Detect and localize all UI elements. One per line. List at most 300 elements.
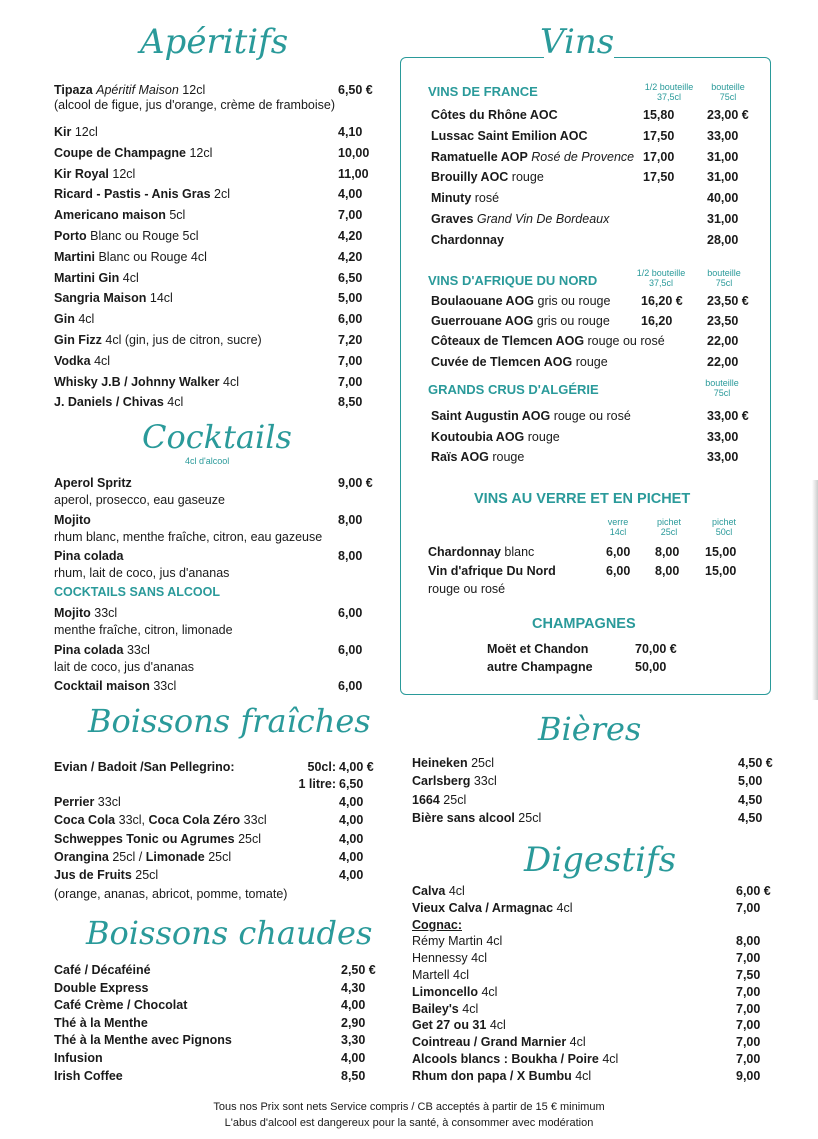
- wine-name: Koutoubia AOG: [431, 429, 525, 444]
- wine-price-bottle: 33,00: [707, 429, 739, 444]
- wine-name: Côtes du Rhône AOC: [431, 108, 558, 122]
- item-name: Limoncello: [412, 984, 478, 999]
- wine-price-bottle: 31,00: [707, 212, 739, 226]
- footer-line1: Tous nos Prix sont nets Service compris / CB acceptés à partir de 15 € minimum: [213, 1101, 605, 1113]
- menu-item-row: [54, 850, 231, 864]
- item-price: 4,00: [339, 813, 364, 827]
- item-price: 4,10: [338, 125, 363, 139]
- wine-name: Lussac Saint Emilion AOC: [431, 128, 588, 143]
- item-price: 4,00: [341, 1051, 366, 1065]
- wine-subdesc: rouge ou rosé: [428, 582, 506, 596]
- item-name: Calva: [412, 884, 446, 898]
- item-volume: 25cl: [467, 756, 494, 770]
- wine-price: 8,00: [655, 564, 680, 578]
- menu-item-row: [54, 271, 139, 285]
- menu-item-row: [54, 813, 267, 827]
- column-volume: 50cl: [715, 527, 733, 537]
- column-label: 1/2 bouteille: [644, 82, 694, 92]
- item-price: 6,00: [338, 606, 363, 620]
- wine-name: Raïs AOG: [431, 450, 489, 464]
- menu-item-row: [54, 312, 94, 326]
- item-name: Americano maison: [54, 208, 166, 223]
- item-name: Coca Cola: [54, 813, 116, 827]
- item-description: aperol, prosecco, eau gaseuze: [54, 493, 225, 507]
- item-price: 9,00: [736, 1068, 761, 1083]
- menu-item-row: [54, 83, 205, 97]
- menu-item-row: [54, 333, 262, 347]
- item-volume: 33cl: [470, 774, 497, 789]
- wine-price-half: 15,80: [643, 108, 675, 122]
- column-label: pichet: [656, 517, 682, 527]
- item-name: Porto: [54, 229, 87, 243]
- item-name: 1664: [412, 792, 440, 807]
- item-name: Perrier: [54, 795, 95, 809]
- menu-item-row: [412, 774, 497, 788]
- item-name: Aperol Spritz: [54, 476, 132, 490]
- column-label: bouteille: [711, 82, 745, 92]
- item-name: Rhum don papa / X Bumbu: [412, 1068, 572, 1083]
- column-volume: 37,5cl: [656, 92, 682, 102]
- item-volume: 4cl: [163, 395, 184, 410]
- wine-price: 15,00: [705, 545, 737, 559]
- item-name-2: Limonade: [142, 850, 205, 864]
- item-volume: Blanc ou Rouge 4cl: [94, 249, 207, 264]
- column-label: bouteille: [705, 378, 739, 388]
- menu-item-row: [54, 513, 91, 527]
- item-name: Gin: [54, 312, 75, 327]
- item-name: Gin Fizz: [54, 333, 102, 347]
- column-label: verre: [607, 517, 629, 527]
- wine-name: Côteaux de Tlemcen AOG: [431, 334, 585, 349]
- item-price: 7,00: [338, 353, 363, 368]
- item-volume: 25cl: [514, 810, 542, 825]
- menu-item-row: [54, 998, 187, 1012]
- digestifs-title: Digestifs: [524, 840, 677, 880]
- item-description: (orange, ananas, abricot, pomme, tomate): [54, 887, 288, 901]
- item-name: Orangina: [54, 850, 109, 864]
- item-volume: 25cl: [234, 832, 261, 846]
- item-price: 7,00: [736, 1018, 761, 1033]
- item-name: Thé à la Menthe: [54, 1015, 148, 1030]
- item-price: 8,00: [338, 549, 363, 563]
- wine-row: [428, 545, 534, 559]
- wine-desc: rouge: [572, 354, 608, 369]
- menu-item-row: [54, 125, 98, 139]
- item-name: Schweppes Tonic ou Agrumes: [54, 832, 235, 846]
- wine-price-bottle: 33,00: [707, 128, 739, 143]
- menu-item-row: [54, 187, 230, 201]
- menu-item-row: [54, 229, 199, 243]
- column-volume: 75cl: [719, 92, 737, 102]
- item-name: Martell: [412, 968, 450, 982]
- menu-item-row: [54, 1051, 103, 1065]
- wine-desc: gris ou rouge: [533, 314, 610, 329]
- column-volume: 37,5cl: [648, 278, 674, 288]
- wine-price-bottle: 22,00: [707, 334, 739, 349]
- column-volume: 14cl: [609, 527, 627, 537]
- footer-line2: L'abus d'alcool est dangereux pour la santé, à consommer avec modération: [224, 1117, 594, 1129]
- menu-item-row: [412, 968, 469, 982]
- menu-item-row: [54, 291, 173, 305]
- item-price: 7,00: [736, 1035, 761, 1050]
- item-volume: 33cl: [123, 642, 150, 657]
- wine-price-bottle: 33,00: [707, 450, 739, 464]
- wine-name: Saint Augustin AOG: [431, 409, 551, 423]
- wine-desc: Rosé de Provence: [527, 149, 635, 164]
- item-price: 3,30: [341, 1033, 366, 1048]
- item-name: Bailey's: [412, 1001, 459, 1016]
- wine-row: [431, 191, 499, 205]
- column-label: pichet: [711, 517, 737, 527]
- wine-column-header: [651, 517, 687, 537]
- wine-desc: rouge: [524, 429, 560, 444]
- item-name: Hennessy: [412, 951, 468, 966]
- chaudes-title: Boissons chaudes: [86, 914, 373, 952]
- wine-section-title: VINS DE FRANCE: [428, 84, 538, 99]
- item-price: 4,20: [338, 229, 363, 243]
- wine-price-bottle: 28,00: [707, 232, 739, 247]
- menu-item-row: [54, 375, 239, 389]
- column-volume: 25cl: [660, 527, 678, 537]
- item-volume: 33cl: [149, 679, 177, 693]
- item-volume: 4cl: [467, 951, 488, 966]
- item-name: Evian / Badoit /San Pellegrino:: [54, 760, 235, 774]
- item-name: Double Express: [54, 980, 149, 995]
- menu-item-row: [54, 250, 207, 264]
- item-name: Alcools blancs : Boukha / Poire: [412, 1052, 599, 1066]
- item-price: 6,00 €: [736, 884, 771, 898]
- wine-desc: rouge ou rosé: [550, 409, 631, 423]
- item-price: 7,00: [736, 951, 761, 966]
- item-volume: 4cl: [90, 353, 111, 368]
- item-name: Carlsberg: [412, 774, 471, 789]
- wine-row: [431, 334, 665, 348]
- item-volume: 4cl: [458, 1001, 479, 1016]
- wine-price-half: 16,20: [641, 314, 673, 329]
- wine-row: [431, 450, 524, 464]
- item-volume: 4cl: [566, 1035, 586, 1050]
- wine-column-header: [634, 82, 704, 102]
- item-price: 8,00: [736, 934, 761, 949]
- item-volume: 4cl: [482, 934, 503, 949]
- wine-name: Vin d'afrique Du Nord: [428, 564, 556, 578]
- wine-price-bottle: 33,00 €: [707, 409, 749, 423]
- item-name: Cocktail maison: [54, 679, 150, 693]
- wine-name: Brouilly AOC: [431, 170, 509, 185]
- wine-row: [431, 129, 588, 143]
- wine-row: [431, 430, 560, 444]
- item-volume: 12cl: [71, 125, 98, 139]
- item-name: Whisky J.B / Johnny Walker: [54, 374, 220, 389]
- item-name: Kir Royal: [54, 166, 109, 181]
- wine-section-title: VINS AU VERRE ET EN PICHET: [474, 491, 691, 507]
- menu-item-row: [412, 918, 462, 932]
- item-volume: 12cl: [185, 145, 213, 160]
- vins-title: Vins: [540, 22, 615, 62]
- item-volume: 4cl: [74, 312, 95, 327]
- champagne-row: [487, 660, 593, 674]
- menu-item-row: [54, 1016, 148, 1030]
- wine-name: Ramatuelle AOP: [431, 149, 528, 164]
- wine-row: [431, 409, 631, 423]
- champagne-row: [487, 642, 588, 656]
- menu-item-row: [412, 985, 497, 999]
- item-name: Bière sans alcool: [412, 810, 515, 825]
- wine-row: [428, 564, 556, 578]
- item-price: 7,00: [736, 1001, 761, 1016]
- champagne-name: autre Champagne: [487, 660, 593, 674]
- item-volume: 14cl: [146, 291, 173, 306]
- item-price: 7,00: [338, 374, 363, 389]
- item-name: Irish Coffee: [54, 1068, 123, 1083]
- item-volume: 25cl: [131, 868, 159, 882]
- wine-section-title: VINS D'AFRIQUE DU NORD: [428, 273, 598, 288]
- wine-column-header: [700, 82, 756, 102]
- item-price: 4,50 €: [738, 756, 773, 770]
- item-volume: Blanc ou Rouge 5cl: [86, 229, 199, 243]
- item-name-2: Coca Cola Zéro: [145, 813, 241, 827]
- menu-item-row: [54, 1033, 232, 1047]
- item-price: 6,50: [338, 270, 363, 285]
- item-price: 7,00: [736, 1052, 761, 1066]
- item-name: Café / Décaféiné: [54, 963, 151, 977]
- wine-name: Boulaouane AOG: [431, 294, 535, 308]
- item-volume-2: 33cl: [240, 813, 267, 827]
- wine-row: [431, 150, 634, 164]
- item-name: Get 27 ou 31: [412, 1018, 487, 1033]
- item-name: J. Daniels / Chivas: [54, 395, 164, 410]
- item-name: Heineken: [412, 756, 468, 770]
- menu-item-row: [54, 963, 151, 977]
- item-name: Jus de Fruits: [54, 868, 132, 882]
- fraiches-title: Boissons fraîches: [88, 702, 371, 740]
- item-volume-2: 25cl: [204, 850, 232, 864]
- column-volume: 75cl: [713, 388, 731, 398]
- wine-desc: blanc: [500, 545, 535, 559]
- menu-item-row: [412, 934, 502, 948]
- wine-price: 15,00: [705, 564, 737, 578]
- column-label: 1/2 bouteille: [636, 268, 686, 278]
- wine-section-title: GRANDS CRUS D'ALGÉRIE: [428, 382, 599, 397]
- wine-name: Graves: [431, 212, 474, 226]
- column-volume: 75cl: [715, 278, 733, 288]
- menu-item-row: [412, 811, 541, 825]
- item-price: 8,50: [338, 395, 363, 410]
- menu-item-row: [412, 884, 465, 898]
- item-price: 9,00 €: [338, 476, 373, 490]
- item-volume: 4cl (gin, jus de citron, sucre): [101, 333, 262, 347]
- menu-item-row: [412, 1035, 586, 1049]
- wine-row: [431, 233, 504, 247]
- wine-row: [431, 170, 544, 184]
- item-price: 8,00: [338, 512, 363, 527]
- wine-row: [431, 355, 608, 369]
- bieres-title: Bières: [538, 710, 642, 748]
- item-price: 10,00: [338, 145, 370, 160]
- item-name: Kir: [54, 125, 72, 139]
- item-volume: 4cl: [445, 884, 465, 898]
- menu-item-row: [412, 1018, 506, 1032]
- item-price: 4,00: [338, 187, 363, 202]
- item-price: 5,00: [738, 774, 763, 789]
- item-price: 7,00: [736, 984, 761, 999]
- menu-item-row: [54, 606, 117, 620]
- item-volume: 4cl: [449, 968, 469, 982]
- item-name: Thé à la Menthe avec Pignons: [54, 1033, 232, 1048]
- item-price: 4,00: [339, 832, 364, 846]
- wine-column-header: [706, 517, 742, 537]
- item-price: 7,00: [338, 208, 363, 223]
- item-volume: 50cl:: [307, 760, 336, 774]
- item-price: 4,30: [341, 980, 366, 995]
- wine-name: Chardonnay: [428, 545, 501, 559]
- wine-section-title: CHAMPAGNES: [532, 616, 636, 632]
- cocktails-title: Cocktails: [142, 418, 292, 456]
- wine-column-header: [600, 517, 636, 537]
- item-name: Cointreau / Grand Marnier: [412, 1035, 567, 1050]
- item-name: Pina colada: [54, 642, 124, 657]
- menu-item-row: [54, 476, 132, 490]
- item-volume: 33cl: [90, 606, 118, 620]
- wine-desc: gris ou rouge: [534, 294, 611, 308]
- item-price: 6,50: [339, 777, 364, 791]
- item-volume: 1 litre:: [298, 777, 336, 791]
- champagne-name: Moët et Chandon: [487, 642, 589, 656]
- item-name: Coupe de Champagne: [54, 145, 186, 160]
- item-name: Mojito: [54, 512, 91, 527]
- item-volume: 4cl: [553, 900, 573, 915]
- menu-item-row: [412, 1052, 618, 1066]
- wine-price-bottle: 40,00: [707, 191, 739, 206]
- item-volume: 4cl: [477, 984, 498, 999]
- wine-column-header: [696, 268, 752, 288]
- menu-item-row: [54, 868, 158, 882]
- wine-name: Guerrouane AOG: [431, 314, 534, 329]
- item-price: 8,50: [341, 1068, 366, 1083]
- item-volume: 12cl: [108, 166, 136, 181]
- item-price: 7,00: [736, 900, 761, 915]
- wine-price-bottle: 31,00: [707, 149, 739, 164]
- item-price: 4,50: [738, 792, 763, 807]
- item-price: 4,00: [339, 868, 364, 882]
- item-name: Ricard - Pastis - Anis Gras: [54, 187, 211, 202]
- item-volume: 12cl: [178, 83, 206, 97]
- wine-price-half: 17,50: [643, 170, 675, 185]
- wine-row: [431, 108, 558, 122]
- wine-row: [431, 314, 610, 328]
- item-volume: 5cl: [165, 208, 186, 223]
- wine-name: Minuty: [431, 191, 472, 206]
- wine-price-bottle: 31,00: [707, 170, 739, 185]
- wine-desc: rouge: [508, 170, 544, 185]
- item-name: Martini Gin: [54, 270, 120, 285]
- item-price: 4,20: [338, 249, 363, 264]
- menu-item-row: [54, 208, 185, 222]
- item-volume: 4cl: [219, 374, 240, 389]
- menu-item-row: [412, 951, 487, 965]
- item-price: 2,90: [341, 1015, 366, 1030]
- menu-item-row: [54, 354, 110, 368]
- item-price: 4,00: [339, 850, 364, 864]
- menu-item-row: [412, 793, 466, 807]
- item-volume: 4cl: [119, 270, 139, 285]
- item-name: Pina colada: [54, 549, 124, 563]
- aperitifs-title: Apéritifs: [140, 22, 289, 62]
- wine-row: [431, 294, 610, 308]
- wine-price: 6,00: [606, 564, 631, 578]
- item-name: Rémy Martin: [412, 934, 483, 949]
- item-name: Vodka: [54, 353, 91, 368]
- wine-price-bottle: 23,50: [707, 314, 739, 329]
- item-price: 4,50: [738, 810, 763, 825]
- wine-price: 8,00: [655, 545, 680, 559]
- wine-price-half: 17,50: [643, 128, 675, 143]
- page-edge-shadow: [812, 480, 818, 700]
- item-volume: 4cl: [486, 1018, 506, 1033]
- item-volume: 25cl: [439, 792, 467, 807]
- item-name: Martini: [54, 249, 95, 264]
- item-description: menthe fraîche, citron, limonade: [54, 623, 233, 637]
- menu-item-row: [54, 832, 261, 846]
- item-name: Tipaza: [54, 83, 93, 97]
- item-description: (alcool de figue, jus d'orange, crème de framboise): [54, 98, 336, 112]
- item-price: 4,00: [341, 998, 366, 1013]
- item-volume: 33cl,: [115, 813, 146, 827]
- wine-desc: rouge ou rosé: [584, 334, 665, 349]
- column-label: bouteille: [707, 268, 741, 278]
- wine-price-bottle: 23,00 €: [707, 108, 749, 122]
- cocktails-sans-alcool-title: COCKTAILS SANS ALCOOL: [54, 585, 220, 599]
- item-volume: 33cl: [94, 795, 121, 809]
- item-volume: 4cl: [598, 1052, 619, 1066]
- menu-item-row: [54, 760, 235, 774]
- item-price: 6,00: [338, 312, 363, 327]
- champagne-price: 70,00 €: [635, 642, 677, 656]
- menu-item-row: [412, 1002, 478, 1016]
- item-name: Sangria Maison: [54, 291, 147, 306]
- menu-item-row: [412, 901, 573, 915]
- wine-desc: rosé: [471, 191, 500, 206]
- item-description: rhum blanc, menthe fraîche, citron, eau gazeuse: [54, 529, 323, 544]
- menu-item-row: [54, 795, 121, 809]
- wine-price-bottle: 22,00: [707, 354, 739, 369]
- wine-price-half: 17,00: [643, 149, 675, 164]
- menu-item-row: [54, 1069, 123, 1083]
- wine-column-header: [626, 268, 696, 288]
- cocktails-subtitle: 4cl d'alcool: [185, 456, 230, 466]
- wine-name: Chardonnay: [431, 232, 504, 247]
- wine-desc: Grand Vin De Bordeaux: [473, 212, 610, 226]
- menu-item-row: [54, 146, 212, 160]
- wine-column-header: [694, 378, 750, 398]
- menu-item-row: [54, 167, 135, 181]
- menu-item-row: [54, 395, 183, 409]
- item-price: 6,50 €: [338, 83, 373, 97]
- menu-item-row: [54, 643, 150, 657]
- item-description: rhum, lait de coco, jus d'ananas: [54, 566, 230, 580]
- item-price: 6,00: [338, 679, 363, 693]
- menu-item-row: [54, 981, 148, 995]
- item-name: Vieux Calva / Armagnac: [412, 900, 554, 915]
- item-name: Café Crème / Chocolat: [54, 998, 188, 1013]
- item-price: 5,00: [338, 291, 363, 306]
- menu-item-row: [412, 1069, 591, 1083]
- wine-price-half: 16,20 €: [641, 294, 683, 308]
- menu-item-row: [54, 549, 123, 563]
- item-description: lait de coco, jus d'ananas: [54, 659, 194, 674]
- item-price: 11,00: [338, 166, 369, 181]
- item-name: Mojito: [54, 606, 91, 620]
